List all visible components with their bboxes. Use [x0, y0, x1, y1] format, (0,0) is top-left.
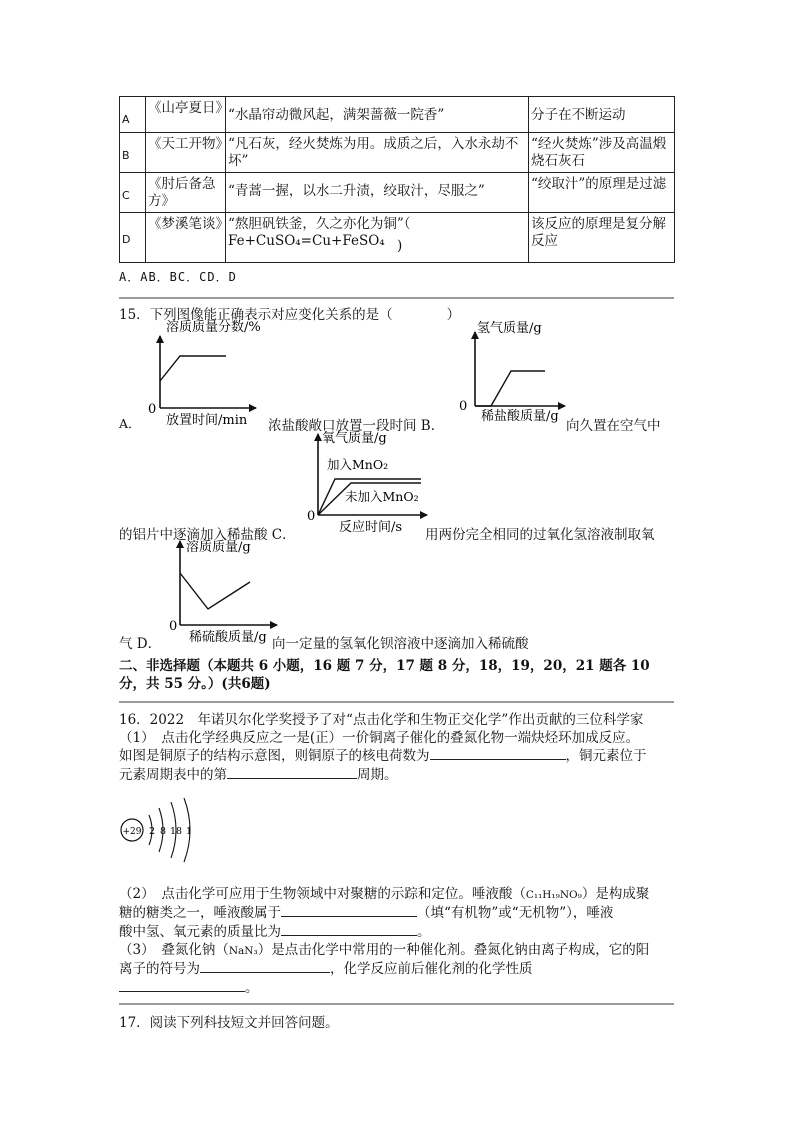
book-title: 《梦溪笔谈》	[146, 213, 226, 263]
divider	[119, 1003, 674, 1005]
text-span: 糖的糖类之一，唾液酸属于	[119, 905, 281, 921]
graph-a	[140, 318, 280, 426]
graph-d	[165, 537, 285, 647]
shell-count: 1	[186, 826, 193, 837]
q16-part3-line2	[119, 957, 533, 977]
text-span: ）是构成聚	[581, 886, 650, 902]
text-span: 。	[417, 924, 431, 940]
explanation-text: 分子在不断运动	[529, 97, 675, 133]
q16-part2-line3	[119, 920, 431, 940]
answer-blank[interactable]	[430, 747, 566, 760]
text-span: 元素周期表中的第	[119, 767, 227, 783]
table-row	[120, 173, 675, 213]
text-span: 离子的符号为	[119, 961, 200, 977]
section-heading: 二、非选择题（本题共 6 小题，16 题 7 分，17 题 8 分，18，19，20，21 题各 10	[119, 658, 650, 674]
divider	[119, 701, 674, 703]
nucleus-charge: +29	[122, 827, 142, 837]
origin-label: 0	[169, 619, 178, 634]
table-row	[120, 97, 675, 133]
formula: NaN₃	[228, 945, 258, 957]
text-span: 周期。	[357, 767, 398, 783]
option-letter: A	[120, 97, 146, 133]
q16-part1-line2	[119, 744, 647, 764]
text-span: ，铜元素位于	[565, 748, 647, 764]
option-a-label: A．	[119, 416, 141, 431]
q16-part1: （1） 点击化学经典反应之一是(正）一价铜离子催化的叠氮化物一端炔烃环加成反应。	[119, 730, 640, 746]
option-letter: C	[120, 173, 146, 213]
q15-stem: 15．下列图像能正确表示对应变化关系的是（ ）	[119, 307, 461, 323]
book-title: 《天工开物》	[146, 133, 226, 173]
q16-part2	[119, 882, 649, 902]
option-letter: B	[120, 133, 146, 173]
text-span: （填“有机物”或“无机物”），唾液	[417, 905, 614, 921]
q16-stem: 16．2022 年诺贝尔化学奖授予了对“点击化学和生物正交化学”作出贡献的三位科学家	[119, 712, 644, 728]
shell-count: 18	[170, 826, 183, 837]
x-axis-label: 放置时间/min	[166, 413, 248, 426]
text-span: ）是点击化学中常用的一种催化剂。叠氮化钠由离子构成，它的阳	[257, 942, 650, 958]
option-letter: D	[120, 213, 146, 263]
x-axis-label: 稀盐酸质量/g	[481, 409, 559, 424]
quote-cell	[226, 213, 529, 263]
copper-atom-diagram	[118, 793, 218, 863]
options-table	[119, 96, 675, 263]
shell-count: 8	[160, 826, 167, 837]
origin-label: 0	[459, 399, 468, 414]
book-title: 《山亭夏日》	[146, 97, 226, 133]
answer-blank[interactable]	[227, 766, 357, 779]
answer-blank[interactable]	[200, 960, 330, 973]
equation: Fe+CuSO₄=Cu+FeSO₄	[228, 233, 385, 249]
option-b-desc-start: 向久置在空气中	[566, 418, 661, 434]
x-axis-label: 稀硫酸质量/g	[189, 630, 267, 645]
formula: C₁₁H₁₉NO₉	[525, 889, 582, 901]
answer-blank[interactable]	[281, 923, 417, 936]
option-b-desc-end: 的铝片中逐滴加入稀盐酸 C．	[119, 527, 296, 543]
q15-line-a	[119, 414, 141, 432]
text-span: 酸中氢、氧元素的质量比为	[119, 924, 281, 940]
q16-part1-line3	[119, 763, 398, 783]
option-d-desc: 向一定量的氢氧化钡溶液中逐滴加入稀硫酸	[272, 636, 529, 652]
quote-text: “熬胆矾铁釜，久之亦化为铜”（	[228, 216, 411, 232]
option-c-desc-start: 用两份完全相同的过氧化氢溶液制取氧	[425, 527, 655, 543]
text-span: ，化学反应前后催化剂的化学性质	[330, 961, 533, 977]
explanation-text: “经火焚炼”涉及高温煅烧石灰石	[529, 133, 675, 173]
y-axis-label: 氢气质量/g	[477, 321, 542, 336]
q16-part3	[119, 938, 649, 958]
explanation-text: “绞取汁”的原理是过滤	[529, 173, 675, 213]
text-span: （3） 叠氮化钠（	[119, 942, 229, 958]
q16-part2-line2	[119, 901, 613, 921]
q14-choices: A．AB．BC．CD．D	[119, 270, 237, 284]
curve-b	[475, 371, 545, 406]
graph-c	[305, 428, 430, 536]
curve-d	[180, 573, 250, 609]
x-axis-label: 反应时间/s	[339, 520, 403, 535]
series-label-with: 加入MnO₂	[327, 457, 389, 472]
quote-text: “凡石灰，经火焚炼为用。成质之后，入水永劫不坏”	[226, 133, 529, 173]
table-row	[120, 213, 675, 263]
quote-text: “青蒿一握，以水二升渍，绞取汁，尽服之”	[226, 173, 529, 213]
equation-line	[228, 233, 526, 254]
answer-blank[interactable]	[281, 904, 417, 917]
y-axis-label: 溶质质量/g	[186, 540, 251, 555]
divider	[119, 297, 674, 299]
shell-count: 2	[149, 826, 156, 837]
y-axis-label: 溶质质量分数/%	[166, 320, 261, 335]
series-label-without: 未加入MnO₂	[345, 489, 419, 504]
curve-a	[160, 356, 226, 381]
q16-part3-line3	[119, 976, 259, 996]
y-axis-label: 氧气质量/g	[322, 431, 387, 446]
quote-text: “水晶帘动微风起，满架蔷薇一院香”	[226, 97, 529, 133]
text-span: （2） 点击化学可应用于生物领域中对聚糖的示踪和定位。唾液酸（	[119, 886, 526, 902]
answer-blank[interactable]	[119, 979, 245, 992]
section-heading-cont: 分，共 55 分。）(共6题)	[119, 676, 271, 692]
origin-label: 0	[307, 509, 316, 524]
text-span: 。	[245, 980, 259, 996]
book-title: 《肘后备急方》	[146, 173, 226, 213]
table-row	[120, 133, 675, 173]
option-a-desc: 浓盐酸敞口放置一段时间 B．	[268, 418, 445, 434]
equation-close: )	[396, 238, 403, 254]
text-span: 如图是铜原子的结构示意图，则铜原子的核电荷数为	[119, 748, 430, 764]
option-c-desc-end: 气 D．	[119, 636, 162, 652]
q17-stem: 17．阅读下列科技短文并回答问题。	[119, 1015, 339, 1031]
explanation-text: 该反应的原理是复分解反应	[529, 213, 675, 263]
graph-b	[455, 318, 575, 426]
origin-label: 0	[148, 402, 157, 417]
